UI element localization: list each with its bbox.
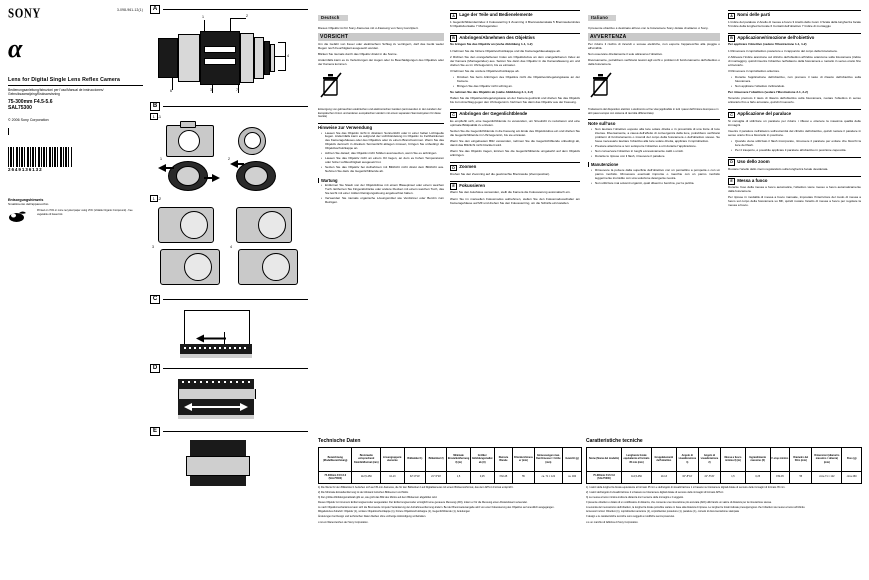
figure-e-letter: E — [150, 427, 160, 436]
figure-b-mark-3: 3 — [152, 245, 154, 249]
figure-a-callout-4: 4 — [287, 54, 289, 58]
figure-ref-e-it: E — [728, 178, 735, 185]
german-column-1 — [318, 6, 444, 207]
table-cell: 21°-5°20' — [698, 471, 720, 483]
list-item: • Non applicare l'obiettivo inclinandolo. — [732, 85, 861, 89]
figure-ref-a-de: A — [450, 13, 457, 20]
col-head: Kleinste Blende — [494, 447, 513, 471]
eco-text: Printed on 70% or more recycled paper using VOC (Volatile Organic Compound) - free vegetable oil based ink. — [37, 209, 133, 216]
figure-e-rule — [163, 431, 308, 432]
de-notes-heading-text: Hinweise zur Verwendung — [318, 124, 373, 130]
italian-column-1 — [588, 6, 720, 188]
it-caution-heading: AVVERTENZA — [588, 33, 720, 41]
table-cell: 112,5-450 — [622, 471, 652, 483]
figure-a-callout-7: 7 — [236, 88, 238, 92]
figure-b-rule — [163, 106, 308, 107]
list-item: • Drücken Sie beim Anbringen des Objektivs nicht die Objektiventriegelungstaste an der Kamera. — [454, 76, 580, 84]
figure-b-sub1-suffix: -1 — [157, 114, 162, 119]
figure-ref-c-it: C — [728, 112, 735, 119]
col-head: Linsengruppen/-elemente — [381, 447, 405, 471]
disposal-title: Entsorgungshinweis — [8, 198, 44, 203]
table-cell: 10-13 — [651, 471, 676, 483]
table-row — [319, 471, 582, 483]
it-mount-heading-text: Applicazione/rimozione dell'obiettivo — [737, 35, 815, 41]
it-focus-line-2: Per riprese in modalità di messa a fuoco manuale, impostare l'interruttore del modo di messa a fuoco sul corpo della fotocamera su MF, quindi ruotare l'anello di messa a fuoco per regolare la messa a fuoco. — [728, 195, 861, 208]
figure-d-header — [150, 364, 308, 373]
it-notes-list — [588, 128, 720, 159]
table-cell: circa 71 × 122 — [812, 471, 842, 483]
col-head: Angolo di visualizzazione 2) — [698, 447, 720, 471]
de-lead: Dieses Objektiv ist für Sony-Kameras mit α-Fassung von Sony konzipiert. — [318, 26, 419, 30]
de-spec-table — [318, 447, 582, 484]
footnote: Il presente obiettivo è dotato di un codificatore di distanza, che consente una misurazione più accurata (ADI) utilizzando un valore di distanza per la misurazione stessa. — [586, 500, 772, 504]
barcode — [8, 147, 72, 167]
cell-model: 75-300mm F4.5-5.6 (SAL75300) — [587, 471, 622, 483]
barcode-number: 2649136132 — [8, 167, 43, 173]
footnote: Dieses Objektiv ist mit einem Entfernungsencoder ausgestattet. Der Entfernungsencoder ermöglicht eine genauere Messung (ADI), indem er für die Messung einen Abstandswert verwendet. — [318, 500, 528, 504]
table-cell: f/32-45 — [770, 471, 790, 483]
table-cell: f/32-45 — [494, 471, 513, 483]
german-spec-block — [318, 438, 582, 524]
document-number: 3-098-961-12(1) — [116, 8, 143, 12]
figure-ref-e-de: E — [450, 183, 457, 190]
list-item: • Lassen Sie das Objektiv nicht an einem Ort liegen, an dem es hohen Temperaturen oder hoher Luftfeuchtigkeit ausgesetzt ist. — [322, 157, 444, 165]
it-hood-line-1: Si consiglia di utilizzare un paraluce per ridurre i riflessi e ottenere la massima qualità delle immagini. — [728, 118, 861, 127]
footnote: 3) Der größte Abbildungsmaßstab gibt an, wie groß das Bild des Motivs auf dem Bildsensor abgebildet wird. — [318, 495, 438, 499]
it-hood-heading — [728, 109, 861, 118]
table-cell: 10-13 — [381, 471, 405, 483]
cover-model-code: SAL75300 — [8, 105, 32, 111]
figure-c-header — [150, 295, 308, 304]
cell-model: 75-300mm F4.5-5.6 (SAL75300) — [319, 471, 352, 483]
figure-a-callout-3: 3 — [210, 88, 212, 92]
figure-b-mark-2: 2 — [228, 157, 230, 161]
cover-copyright: © 2006 Sony Corporation — [8, 118, 49, 123]
figure-a-header — [150, 5, 308, 14]
de-weee-note: Entsorgung von gebrauchten elektrischen und elektronischen Geräten (anzuwenden in den Ländern der Europäischen Union und anderen europäischen Ländern mit einem separaten Sammelsystem für diese Geräte) — [318, 108, 442, 119]
it-mount-step-2: 2 Allineare l'indice arancione sul cilindro dell'obiettivo all'indice arancione sulla fotocamera (indice di montaggio), quindi inserire l'obiettivo nell'attacco della fotocamera e ruotarlo in senso orario fino a bloccarlo. — [728, 54, 861, 67]
table-cell: ca. 460 — [563, 471, 582, 483]
it-focus-heading-text: Messa a fuoco — [737, 177, 768, 183]
figure-a-lens-diagram — [152, 16, 302, 94]
it-lead: Il presente obiettivo è destinato all'uso con le fotocamere Sony dotate di attacco α Sony. — [588, 26, 709, 30]
figure-b-mark-4: 4 — [230, 245, 232, 249]
cover-title: Lens for Digital Single Lens Reflex Camera — [8, 77, 121, 83]
de-focus-heading — [450, 181, 580, 190]
it-focus-line-1: Durante l'uso della messa a fuoco automatica, l'obiettivo viene messo a fuoco automaticamente dalla fotocamera. — [728, 185, 861, 194]
it-zoom-body: Ruotare l'anello dello zoom regolandolo sulla lunghezza focale desiderata. — [728, 166, 829, 171]
de-unmount-sub: So nehmen Sie das Objektiv ab (siehe Abbildung 2-1, 2-2) — [450, 89, 534, 94]
de-parts-list: 1 Gegenlichtblendenindex 2 Fokussierring 3 Zoomring 4 Brennweitenskala 5 Brennweitenindex 6 Objektivkontakte 7 Montageindex — [450, 19, 580, 28]
german-column-2 — [450, 6, 580, 208]
col-head: Peso (g) — [842, 447, 862, 471]
figure-b-header — [150, 102, 308, 111]
recycled-paper-icon — [8, 209, 34, 223]
col-head: Bezeichnung (Modellbezeichnung) — [319, 447, 352, 471]
col-head: Minimale Einstellentfernung 3) (m) — [447, 447, 471, 471]
it-hood-line-2: Inserire il paraluce nell'attacco sull'estremità del cilindro dell'obiettivo, quindi ruotare il paraluce in senso orario fino a bloccarlo in posizione. — [728, 128, 861, 137]
de-maintenance-heading: Wartung — [318, 178, 444, 183]
de-mount-notes — [450, 76, 580, 89]
list-item: • Setzen Sie das Objektiv bei Aufnahmen mit Blitzlicht nicht direkt dem Blitzlicht aus. Nehmen Sie dazu die Gegenlichtblende ab. — [322, 166, 444, 174]
figure-a-callout-2: 2 — [246, 14, 248, 18]
footnote: 2) I valori dell'angolo di visualizzazione 2 si basano su fotocamere digitali dotate di sensore delle immagini di formato APS-C. — [586, 490, 725, 494]
list-item: • Non lasciare l'obiettivo esposto alla luce solare diretta o in prossimità di una fonte di luce intensa. Diversamente, a causa dell'effetto di convergenza della luce, potrebbero verificarsi problemi di funzionamento o incendi del corpo della fotocamera o dell'obiettivo stesso. Se fosse necessario lasciare l'obiettivo alla luce solare diretta, applicare il copriobiettivo. — [592, 128, 720, 144]
de-mount-sub-1: So bringen Sie das Objektiv an (siehe Abbildung 1-1, 1-2) — [450, 42, 533, 47]
footnote: 3) La messa a fuoco minima indica la distanza tra il sensore delle immagini e il soggetto. — [586, 495, 684, 499]
col-head: Gewicht (g) — [563, 447, 582, 471]
weee-bin-icon-it — [590, 72, 612, 98]
list-item: • Non utilizzare mai solventi organici, quali diluenti o benzina, per la pulizia. — [592, 182, 720, 186]
it-parts-list: 1 Indice del paraluce 2 Anello di messa a fuoco 3 Anello dello zoom 4 Scala della lunghezza focale 5 Indice della lunghezza focale 6 Contatti dell'obiettivo 7 Indice di montaggio — [728, 19, 861, 28]
col-head: Dimensioni (diametro massimo × altezza) (mm) — [812, 447, 842, 471]
table-cell: 0,25 — [470, 471, 494, 483]
it-caution-line-1: Per ridurre il rischio di incendi o scosse elettriche, non esporre l'apparecchio alla pioggia o all'umidità. — [588, 42, 720, 50]
figure-ref-b-it: B — [728, 35, 735, 42]
table-cell: circa 460 — [842, 471, 862, 483]
it-notes-heading-text: Note sull'uso — [588, 121, 616, 127]
it-caution-line-3: Diversamente, potrebbero verificarsi lesioni agli occhi o problemi di funzionamento dell'obiettivo o della fotocamera. — [588, 58, 720, 67]
figure-a-rule — [163, 9, 308, 10]
it-mount-sub-1: Per applicare l'obiettivo (vedere l'illustrazione 1-1, 1-2) — [728, 42, 807, 47]
figure-d-zoom-illustration — [150, 375, 308, 423]
italian-spec-block — [586, 438, 862, 524]
de-mount-step-2: 2 Richten Sie den orangefarbenen Index am Objektivtubus an dem orangefarbenen Index an der Kamera (Montageindex) aus. Setzen Sie dann das Objektiv in die Kamerafassung ein und drehen Sie es im Uhrzeigersinn, bis es einrastet. — [450, 54, 580, 67]
de-hood-line-2: Setzen Sie die Gegenlichtblende in die Fassung am Ende des Objektivtubus ein und drehen Sie die Gegenlichtblende im Uhrzeigersinn, bis sie einrastet. — [450, 128, 580, 137]
col-head: Brennweite entsprechend Kleinbildformat (mm) — [352, 447, 381, 471]
col-head: F-stop minimo — [770, 447, 790, 471]
figure-a-callout-1: 1 — [202, 15, 204, 19]
figure-b-sub2-caption — [150, 195, 308, 202]
de-footnotes — [318, 486, 582, 519]
list-item: • Rimuovere la polvere dalla superficie dell'obiettivo con un pennellino a pompetta o con un panno morbido. Rimuovere eventuali impronte o macchie con un panno morbido leggermente inumidito con una soluzione detergente neutra. — [592, 169, 720, 181]
figure-e-header — [150, 427, 308, 436]
col-head: Messa a fuoco minima 3) (m) — [721, 447, 746, 471]
figure-b-sub1-caption — [150, 113, 308, 120]
de-maintenance-list — [318, 184, 444, 205]
figure-column — [150, 5, 308, 492]
figure-b2-illustration — [150, 203, 308, 289]
table-cell: 112,5-450 — [352, 471, 381, 483]
it-caution-line-2: Non osservare direttamente il sole attraverso l'obiettivo. — [588, 52, 663, 57]
it-notes-heading — [588, 119, 720, 126]
de-mount-heading — [450, 33, 580, 42]
de-mount-step-1: 1 Nehmen Sie die hintere Objektivschutzkappe und die Kameragehäusekappe ab. — [450, 48, 561, 53]
cover-subtitle-2: Gebruiksaanwijzing/Bruksanvisning — [8, 92, 60, 97]
table-cell: 32°-8°10' — [404, 471, 425, 483]
col-head: Nome (Nome del modello) — [587, 447, 622, 471]
alpha-logo: α — [8, 34, 23, 63]
figure-c-rule — [163, 299, 308, 300]
table-cell: 0,25 — [745, 471, 770, 483]
figure-b-mark-1: 1 — [160, 157, 162, 161]
arrow-left-b1 — [158, 163, 174, 173]
de-notes-heading — [318, 123, 444, 130]
it-mount-notes — [728, 76, 861, 89]
arrow-right-b1 — [204, 173, 220, 183]
table-cell: 1,5 — [447, 471, 471, 483]
col-head: Diametro del filtro (mm) — [790, 447, 812, 471]
list-item: • Lassen Sie das Objektiv nicht in direktem Sonnenlicht oder in einer hellen Lichtquelle liegen. Andernfalls kann es aufgrund der Lichtbündelung im Objektiv zu Fehlfunktionen des Kameragehäuses oder des Objektivs oder zu einem Brand kommen. Wenn Sie das Objektiv dennoch in direktem Sonnenlicht ablegen müssen, bringen Sie unbedingt die Objektivschutzkappe an. — [322, 132, 444, 152]
figure-ref-c-de: C — [450, 112, 457, 119]
it-zoom-heading-text: Uso dello zoom — [737, 159, 770, 165]
figure-a-letter: A — [150, 5, 160, 14]
table-row — [587, 471, 862, 483]
cover-model-focal: 75-300mm F4.5-5.6 — [8, 98, 53, 105]
footnote: Accessori inclusi: Obiettivo (1), copriobiettivo anteriore (1), copriobiettivo posteriore (1), paraluce (1), corredo di documentazione stampata — [586, 510, 739, 514]
footnote: Je nach Objektivmechanismus kann sich die Brennweite mit jeder Veränderung der Aufnahmeentfernung ändern. Bei der Brennweitenangabe wird von einer Fokussierung des Objektivs auf unendlich ausgegangen. — [318, 505, 555, 509]
figure-ref-d-it: D — [728, 159, 735, 166]
de-zoom-heading — [450, 162, 580, 171]
list-item: • Per il trasporto, è possibile applicare il paraluce all'obiettivo in posizione capovolta. — [732, 149, 861, 153]
de-focus-line-2: Wenn Sie im manuellen Fokusmodus aufnehmen, stellen Sie den Fokusmodusschalter am Kameragehäuse auf MF und drehen Sie den Fokussierring, um die Schärfe einzustellen. — [450, 196, 580, 205]
it-unmount-sub: Per rimuovere l'obiettivo (vedere l'illustrazione 2-1, 2-2) — [728, 89, 808, 94]
arrow-left-c — [196, 334, 226, 343]
cover-divider — [8, 85, 143, 86]
de-hood-line-3: Wenn Sie den eingebauten Blitz verwenden, nehmen Sie die Gegenlichtblende unbedingt ab, damit das Blitzlicht nicht blockiert wird. — [450, 138, 580, 147]
it-spec-title: Caratteristiche tecniche — [586, 438, 643, 444]
col-head: Ingrandimento massimo (X) — [745, 447, 770, 471]
de-hood-heading-text: Anbringen der Gegenlichtblende — [459, 111, 528, 117]
col-head: Bildwinkel 1) — [404, 447, 425, 471]
table-cell: ca. 71 × 122 — [534, 471, 563, 483]
footnote: Änderungen bei Design und technischen Daten bleiben ohne vorherige Ankündigung vorbehalten. — [318, 515, 427, 519]
col-head: Lunghezza focale equivalente al formato 35 mm (mm) — [622, 447, 652, 471]
it-focus-heading — [728, 176, 861, 185]
it-mount-step-3: 3 Rimuovere il copriobiettivo anteriore. — [728, 68, 780, 73]
table-cell: 21°-5°20' — [425, 471, 446, 483]
de-mount-heading-text: Anbringen/Abnehmen des Objektivs — [459, 35, 535, 41]
table-cell: 55 — [513, 471, 534, 483]
figure-d-letter: D — [150, 364, 160, 373]
col-head: Bildwinkel 2) — [425, 447, 446, 471]
figure-ref-b-de: B — [450, 35, 457, 42]
col-head: Angolo di visualizzazione 1) — [676, 447, 698, 471]
figure-c-hood-illustration — [150, 306, 308, 360]
list-item: • Verwenden Sie niemals organische Lösungsmittel wie Verdünner oder Benzin zum Reinigen. — [322, 197, 444, 205]
de-parts-heading-text: Lage der Teile und Bedienelemente — [459, 12, 533, 18]
figure-b1-illustration — [150, 121, 308, 193]
it-parts-heading — [728, 10, 861, 19]
list-item: • Achten Sie darauf, das Objektiv nicht Stößen auszusetzen, wenn Sie es anbringen. — [322, 152, 444, 156]
cover-subtitle-1: Bedienungsanleitung/Istruzioni per l'uso/Manual de instrucciones/ — [8, 88, 104, 92]
figure-b-letter: B — [150, 102, 160, 111]
de-mount-step-3: 3 Nehmen Sie die vordere Objektivschutzkappe ab. — [450, 68, 520, 73]
list-item: • Durante l'applicazione dell'obiettivo, non premere il tasto di rilascio dell'obiettivo sulla fotocamera. — [732, 76, 861, 84]
it-mount-heading — [728, 33, 861, 42]
italian-column-2 — [728, 6, 861, 210]
footnote: Mitgeliefertes Zubehör: Objektiv (1), vordere Objektivschutzkappe (1), hintere Objektivschutzkappe (1), Gegenlichtblende (1), Anleitungen — [318, 510, 471, 514]
de-hood-line-1: Es empfiehlt sich, eine Gegenlichtblende zu verwenden, um Streulicht zu reduzieren und eine optimale Bildqualität zu erzielen. — [450, 118, 580, 127]
it-unmount-body: Tenendo premuto il tasto di rilascio dell'obiettivo sulla fotocamera, ruotare l'obiettivo in senso antiorario fino a farlo arrestare, quindi rimuoverlo. — [728, 96, 861, 105]
table-cell: 32°-8°10' — [676, 471, 698, 483]
it-parts-heading-text: Nomi delle parti — [737, 12, 771, 18]
de-zoom-body: Drehen Sie den Zoomring auf die gewünschte Brennweite (Zoomposition). — [450, 171, 551, 176]
it-weee-note: Trattamento del dispositivo elettrico o elettronico a fine vita (applicabile in tutti i paesi dell'Unione Europea e in altri paesi europei con sistema di raccolta differenziata) — [588, 108, 719, 115]
list-item: • Prestare attenzione a non sottoporre l'obiettivo a urti durante l'applicazione. — [592, 145, 720, 149]
list-item: • Non conservare l'obiettivo in luoghi eccessivamente caldi o umidi. — [592, 150, 720, 154]
de-hood-heading — [450, 109, 580, 118]
table-header-row — [587, 447, 862, 471]
cover-column — [8, 6, 143, 223]
table-cell: 55 — [790, 471, 812, 483]
footnote: 1) I valori della lunghezza focale equivalente al formato 35 mm e dell'angolo di visualizzazione 1 si basano su fotocamere digitali dotate di sensore delle immagini di formato 35 mm. — [586, 486, 786, 489]
figure-d-rule — [163, 368, 308, 369]
de-caution-heading: VORSICHT — [318, 33, 444, 41]
figure-a-callout-6: 6 — [170, 89, 172, 93]
it-mount-step-1: 1 Rimuovere il copriobiettivo posteriore e il cappuccio del corpo della fotocamera. — [728, 48, 838, 53]
de-unmount-body: Halten Sie die Objektiventriegelungstaste an der Kamera gedrückt und drehen Sie das Objektiv bis zum Anschlag gegen den Uhrzeigersinn. Nehmen Sie dann das Objektiv aus der Fassung. — [450, 96, 580, 105]
disposal-subtitle: Smaltimento dell'apparecchio — [8, 202, 49, 207]
list-item: • Entfernen Sie Staub von der Objektivlinse mit einem Blasepinsel oder einem weichen Tuch. Entfernen Sie Fingerabdrücke oder andere Flecken mit einem weichen Tuch, das Sie leicht mit einer milden Reinigungslösung angefeuchtet haben. — [322, 184, 444, 196]
language-tag-it: Italiano — [588, 15, 616, 21]
figure-b-sub2-number: 1 — [150, 195, 158, 202]
language-tag-de: Deutsch — [318, 15, 348, 21]
it-footnotes — [586, 486, 862, 519]
footnote: 1) Die Werte für den Bildwinkel 1 beziehen sich auf 35-mm-Kameras, die für den Bildwinkel 2 auf Digitalkameras mit einem Bildsensorformat, das dem APS-C-Format entspricht. — [318, 486, 514, 489]
figure-b-sub1-number: 1 — [150, 113, 158, 120]
weee-bin-icon — [320, 72, 342, 98]
cover-print-mark — [8, 128, 143, 135]
de-notes-list — [318, 132, 444, 175]
figure-ref-d-de: D — [450, 165, 457, 172]
de-hood-line-4: Wenn Sie das Objektiv tragen, können Sie die Gegenlichtblende umgekehrt auf dem Objektiv anbringen. — [450, 149, 580, 157]
de-trademark: α ist ein Warenzeichen der Sony Corporation. — [318, 521, 369, 525]
de-caution-line-3: Andernfalls kann es zu Verletzungen der Augen oder zu Beschädigungen des Objektivs oder der Kamera kommen. — [318, 58, 444, 67]
figure-b-sub2-suffix: -2 — [157, 196, 162, 201]
col-head: Filterdurchmesser (mm) — [513, 447, 534, 471]
de-focus-heading-text: Fokussieren — [459, 183, 486, 189]
table-header-row — [319, 447, 582, 471]
list-item: • Quando viene utilizzato il flash incorporato, rimuovere il paraluce per evitare che blocchi la luce del flash. — [732, 140, 861, 148]
it-hood-heading-text: Applicazione del paraluce — [737, 111, 792, 117]
it-hood-notes — [728, 140, 861, 153]
it-zoom-heading — [728, 157, 861, 166]
footnote: Il design e le caratteristiche tecniche sono soggetti a modifiche senza preavviso. — [586, 515, 675, 519]
arrow-left-b2 — [230, 159, 244, 169]
de-parts-heading — [450, 10, 580, 19]
footnote: A seconda del meccanismo dell'obiettivo, la lunghezza focale potrebbe variare in base alla distanza di ripresa. Le lunghezze focali indicate presuppongono che l'obiettivo sia messo a fuoco all'infinito. — [586, 505, 806, 509]
list-item: • Durante le riprese con il flash, rimuovere il paraluce. — [592, 155, 720, 159]
col-head: Gruppi/elementi dell'obiettivo — [651, 447, 676, 471]
it-trademark: α è un marchio di fabbrica di Sony Corporation. — [586, 521, 639, 525]
figure-ref-a-it: A — [728, 13, 735, 20]
it-maintenance-list — [588, 169, 720, 186]
table-cell: 1,5 — [721, 471, 746, 483]
footnote: 2) Die Minimale Einstellentfernung ist der Abstand zwischen Bildsensor und Motiv. — [318, 490, 409, 494]
it-spec-table — [586, 447, 862, 484]
it-maintenance-heading: Manutenzione — [588, 162, 720, 167]
figure-c-letter: C — [150, 295, 160, 304]
double-arrow-d — [184, 402, 248, 412]
de-caution-line-2: Blicken Sie niemals durch das Objektiv direkt in die Sonne. — [318, 52, 398, 57]
list-item: • Bringen Sie das Objektiv nicht schräg an. — [454, 85, 580, 89]
figure-e-illustration — [150, 438, 308, 492]
de-spec-title: Technische Daten — [318, 438, 361, 444]
de-zoom-heading-text: Zoomen — [459, 164, 477, 170]
sony-logo: SONY — [8, 6, 41, 21]
de-caution-line-1: Um die Gefahr von Feuer oder elektrischem Schlag zu verringern, darf das Gerät weder Regen noch Feuchtigkeit ausgesetzt werden. — [318, 42, 444, 50]
col-head: Abmessungen max. Durchmesser × Höhe (mm) — [534, 447, 563, 471]
col-head: Größter Abbildungsmaßstab (X) — [470, 447, 494, 471]
de-focus-line-1: Wenn Sie den Autofokus verwenden, stellt die Kamera die Fokussierung automatisch ein. — [450, 190, 571, 195]
